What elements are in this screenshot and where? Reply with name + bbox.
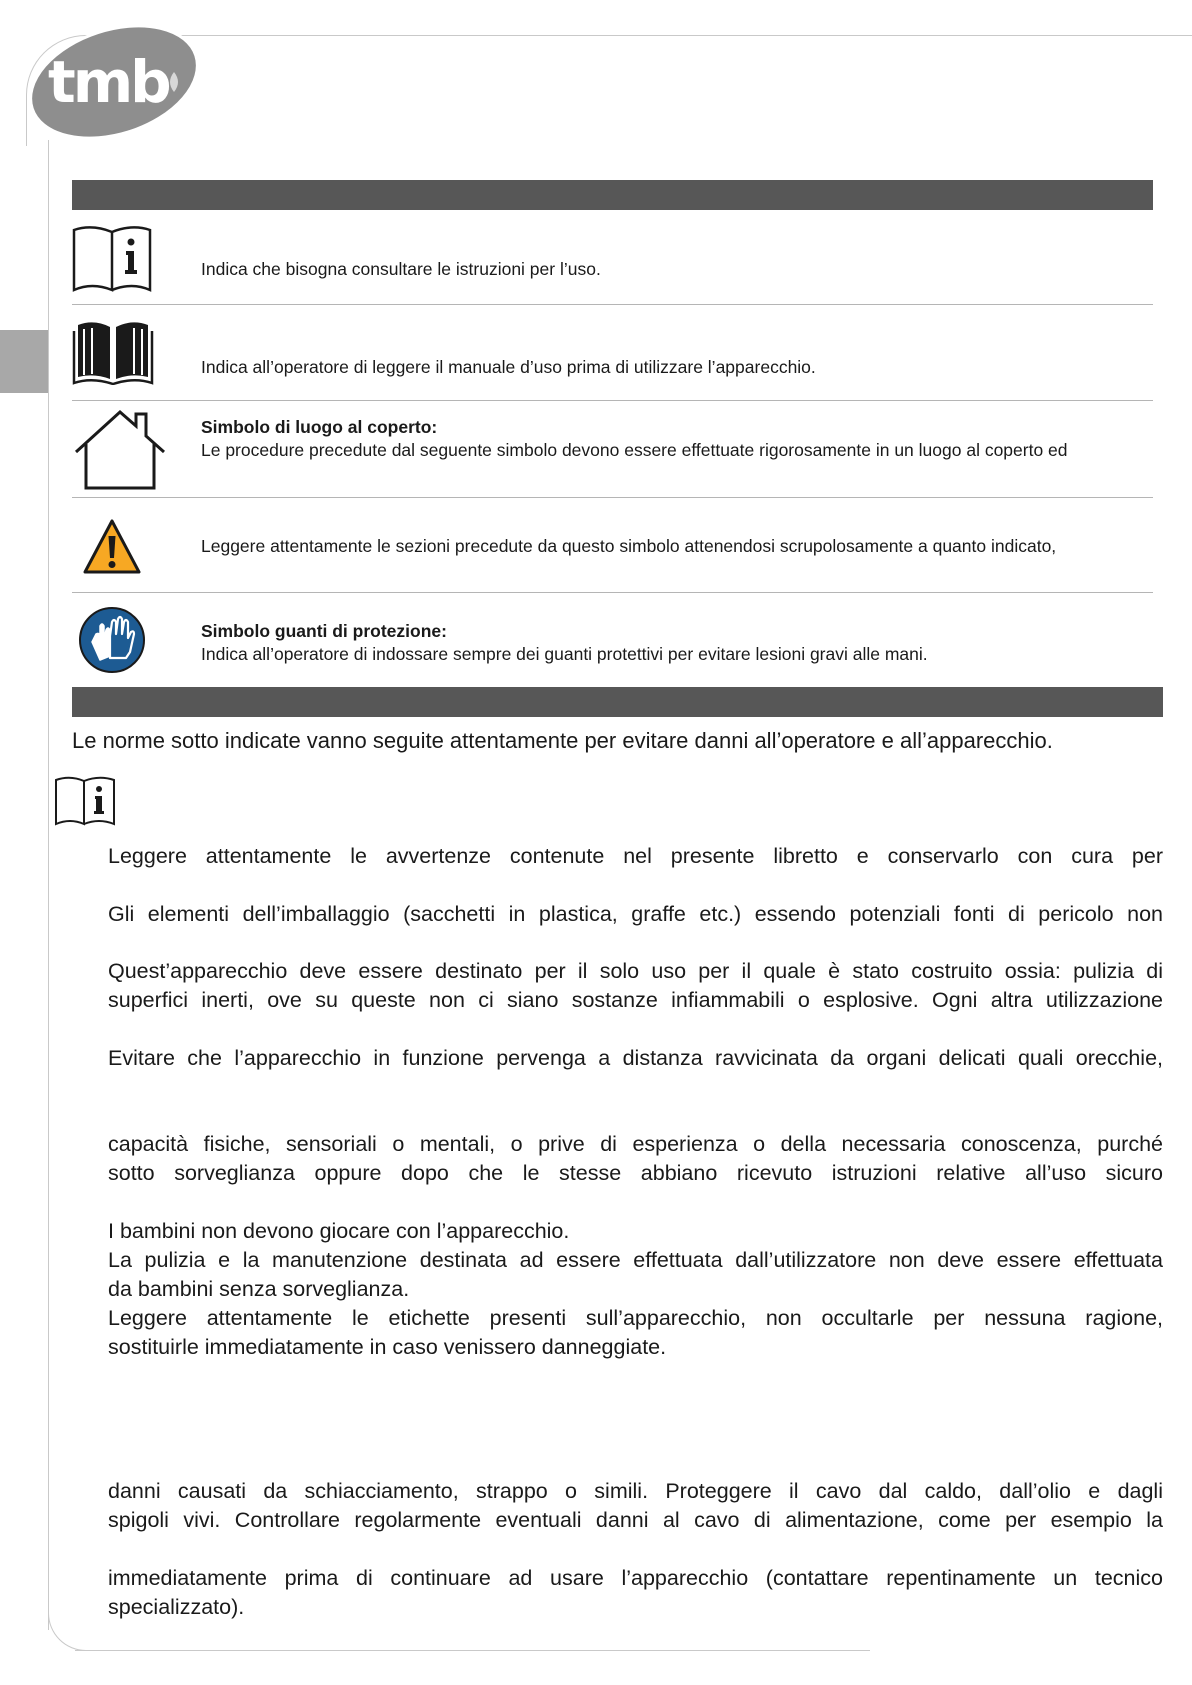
section-header-bar-symbols [72,180,1153,210]
tmb-logo [26,10,204,138]
warning-triangle-icon [82,518,142,576]
symbol-description: Indica che bisogna consultare le istruzioni per l’uso. [201,259,601,279]
rule-paragraph-6-line-5: sostituirle immediatamente in caso venissero danneggiate. [108,1335,667,1359]
info-book-icon [54,775,116,827]
house-icon [72,408,168,492]
symbol-divider [72,592,1153,593]
symbol-title: Simbolo di luogo al coperto: [201,417,438,437]
symbol-description: Indica all’operatore di indossare sempre dei guanti protettivi per evitare lesioni gravi alle mani. [201,644,928,664]
rule-paragraph-4-line-1: Evitare che l’apparecchio in funzione pervenga a distanza ravvicinata da organi delicati quali orecchie, [108,1046,1163,1070]
rule-paragraph-6-line-4: Leggere attentamente le etichette presenti sull’apparecchio, non occultarle per nessuna ragione, [108,1306,1163,1330]
page-frame-left [48,140,49,1630]
symbol-row-indoor [72,408,1153,503]
rule-paragraph-6-line-2: La pulizia e la manutenzione destinata ad essere effettuata dall’utilizzatore non deve essere effettuata [108,1248,1163,1272]
rule-paragraph-3-line-1: Quest’apparecchio deve essere destinato per il solo uso per il quale è stato costruito ossia: pulizia di [108,959,1163,983]
rules-intro: Le norme sotto indicate vanno seguite attentamente per evitare danni all’operatore e all’apparecchio. [72,728,1053,753]
rule-paragraph-2-line-1: Gli elementi dell’imballaggio (sacchetti in plastica, graffe etc.) essendo potenziali fonti di pericolo non [108,902,1163,926]
info-book-icon [72,224,154,294]
page-frame-corner-bottom [48,1610,89,1651]
page-frame-top [195,35,1192,36]
symbol-row-manual [72,321,1153,416]
rule-paragraph-3-line-2: superfici inerti, ove su queste non ci siano sostanze infiammabili o esplosive. Ogni altra utilizzazione [108,988,1163,1012]
page-frame-bottom [75,1650,870,1651]
rule-paragraph-5-line-2: sotto sorveglianza oppure dopo che le stesse abbiano ricevuto istruzioni relative all’uso sicuro [108,1161,1163,1185]
logo-text: tmb [48,48,169,116]
rule-paragraph-6-line-1: I bambini non devono giocare con l’apparecchio. [108,1219,570,1243]
symbol-row-warning [72,518,1153,613]
symbol-divider [72,400,1153,401]
rule-paragraph-7-line-1: danni causati da schiacciamento, strappo o simili. Proteggere il cavo dal caldo, dall’olio e dagli [108,1479,1163,1503]
rule-paragraph-8-line-2: specializzato). [108,1595,245,1619]
rule-paragraph-5-line-1: capacità fisiche, sensoriali o mentali, o prive di esperienza o della necessaria conoscenza, purché [108,1132,1163,1156]
rule-paragraph-6-line-3: da bambini senza sorveglianza. [108,1277,410,1301]
symbol-description: Le procedure precedute dal seguente simbolo devono essere effettuate rigorosamente in un luogo al coperto ed [201,440,1068,460]
side-tab-marker [0,330,48,393]
symbol-description: Indica all’operatore di leggere il manuale d’uso prima di utilizzare l’apparecchio. [201,357,816,377]
symbol-title: Simbolo guanti di protezione: [201,621,447,641]
symbol-divider [72,497,1153,498]
manual-book-icon [72,321,154,385]
protective-gloves-icon [78,606,146,674]
rule-paragraph-7-line-2: spigoli vivi. Controllare regolarmente eventuali danni al cavo di alimentazione, come per esempio la [108,1508,1163,1532]
symbol-divider [72,304,1153,305]
section-header-bar-rules [72,687,1163,717]
symbol-description: Leggere attentamente le sezioni precedute da questo simbolo attenendosi scrupolosamente a quanto indicato, [201,536,1057,556]
rule-paragraph-8-line-1: immediatamente prima di continuare ad usare l’apparecchio (contattare repentinamente un tecnico [108,1566,1163,1590]
rule-paragraph-1-line-1: Leggere attentamente le avvertenze contenute nel presente libretto e conservarlo con cura per [108,844,1163,868]
